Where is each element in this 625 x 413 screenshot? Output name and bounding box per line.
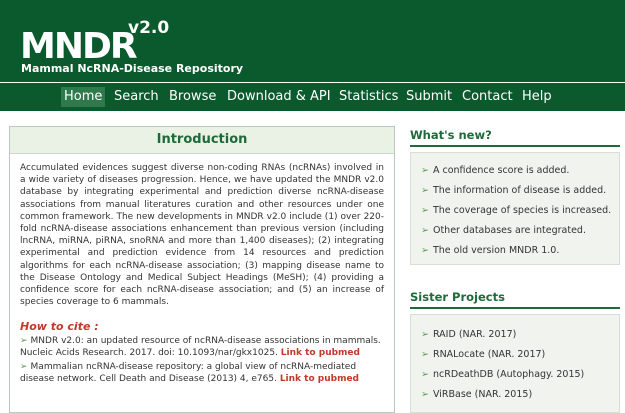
- logo-version: v2.0: [128, 18, 170, 38]
- whats-new-box: [410, 152, 620, 265]
- sister-project-link[interactable]: ➢ RAID (NAR. 2017): [421, 329, 517, 340]
- arrow-right-icon: ➢: [421, 185, 429, 196]
- nav-search[interactable]: Search: [114, 89, 159, 104]
- arrow-right-icon: ➢: [421, 329, 429, 340]
- sister-projects-box: [410, 314, 620, 413]
- pubmed-link[interactable]: Link to pubmed: [280, 348, 360, 359]
- site-header: [0, 0, 625, 83]
- arrow-right-icon: ➢: [20, 362, 28, 373]
- nav-statistics[interactable]: Statistics: [339, 89, 399, 104]
- whats-new-link[interactable]: ➢ The old version MNDR 1.0.: [421, 245, 560, 256]
- sister-project-link[interactable]: ➢ RNALocate (NAR. 2017): [421, 349, 546, 360]
- nav-browse[interactable]: Browse: [169, 89, 217, 104]
- citation-item: [20, 361, 384, 385]
- arrow-right-icon: ➢: [421, 349, 429, 360]
- nav-contact[interactable]: Contact: [462, 89, 513, 104]
- whats-new-item: ➢ The information of disease is added.: [421, 185, 607, 196]
- citation-item: [20, 335, 384, 359]
- whats-new-item: ➢ The coverage of species is increased.: [421, 205, 612, 216]
- citation-text: Mammalian ncRNA-disease repository: a global view of ncRNA-mediated disease network. Cell Death and Disease (2013) 4, e765.: [20, 362, 357, 385]
- whats-new-title: What's new?: [410, 128, 620, 147]
- introduction-panel: [9, 126, 395, 413]
- sister-projects-title: Sister Projects: [410, 290, 620, 309]
- main-nav: [0, 83, 625, 111]
- pubmed-link[interactable]: Link to pubmed: [279, 374, 359, 385]
- citation-text: MNDR v2.0: an updated resource of ncRNA-disease associations in mammals. Nucleic Acids Research. 2017. doi: 10.1093/nar/gkx1025.: [20, 336, 381, 359]
- introduction-text: Accumulated evidences suggest diverse non-coding RNAs (ncRNAs) involved in a wide variety of diseases progression. Hence, we have updated the MNDR v2.0 database by integrating experimental and prediction diverse ncRNA-disease associations from manual literatures curation and other resources under one common framework. The new developments in MNDR v2.0 include (1) over 220-fold ncRNA-disease associations enhancement than previous version (including lncRNA, miRNA, piRNA, snoRNA and more than 1,400 diseases); (2) integrating experimental and prediction evidence from 14 resources and prediction algorithms for each ncRNA-disease association; (3) mapping disease name to the Disease Ontology and Medical Subject Headings (MeSH); (4) providing a confidence score for each ncRNA-disease association; and (5) an increase of species coverage to 6 mammals.: [20, 163, 384, 308]
- introduction-title: Introduction: [10, 127, 394, 154]
- nav-home[interactable]: Home: [61, 87, 105, 107]
- site-subtitle: Mammal NcRNA-Disease Repository: [21, 62, 244, 75]
- arrow-right-icon: ➢: [20, 336, 28, 347]
- arrow-right-icon: ➢: [421, 205, 429, 216]
- whats-new-item: ➢ Other databases are integrated.: [421, 225, 586, 236]
- whats-new-item: ➢ A confidence score is added.: [421, 165, 570, 176]
- arrow-right-icon: ➢: [421, 225, 429, 236]
- logo-text: MNDR: [20, 26, 136, 67]
- nav-submit[interactable]: Submit: [406, 89, 453, 104]
- sister-project-link[interactable]: ➢ ncRDeathDB (Autophagy. 2015): [421, 369, 585, 380]
- arrow-right-icon: ➢: [421, 369, 429, 380]
- arrow-right-icon: ➢: [421, 245, 429, 256]
- arrow-right-icon: ➢: [421, 165, 429, 176]
- how-to-cite-title: How to cite :: [20, 320, 99, 334]
- nav-help[interactable]: Help: [522, 89, 552, 104]
- nav-download-api[interactable]: Download & API: [227, 89, 331, 104]
- arrow-right-icon: ➢: [421, 389, 429, 400]
- sister-project-link[interactable]: ➢ ViRBase (NAR. 2015): [421, 389, 533, 400]
